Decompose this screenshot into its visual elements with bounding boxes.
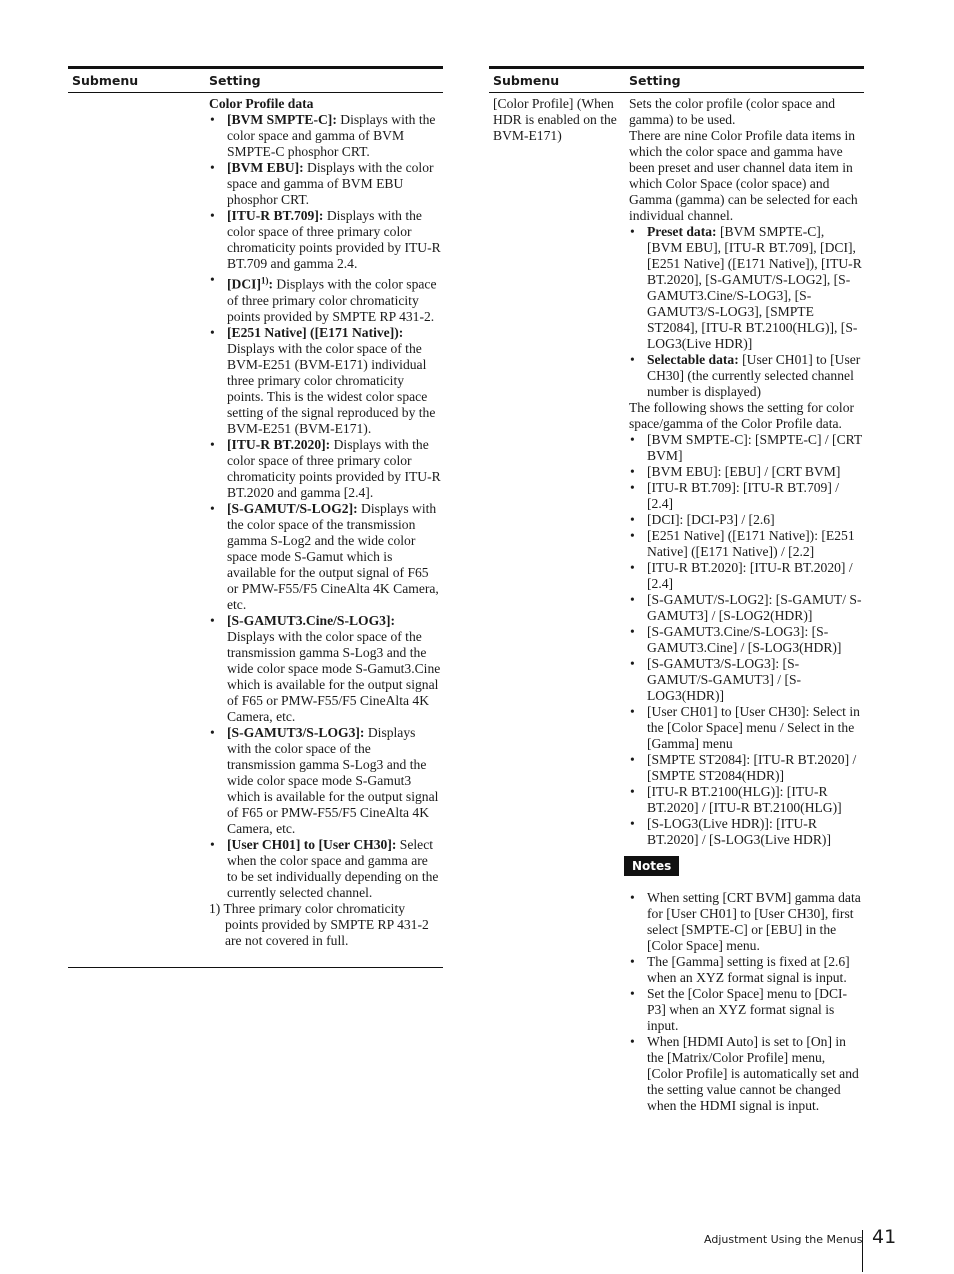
header-setting: Setting: [629, 73, 681, 88]
right-table: [489, 66, 864, 1183]
list-item: • [E251 Native] ([E171 Native]): [E251 Native] ([E171 Native]) / [2.2]: [629, 528, 862, 560]
list-item: • [S-GAMUT3/S-LOG3]: [S-GAMUT/S-GAMUT3] / [S-LOG3(HDR)]: [629, 656, 862, 704]
list-item: • [S-GAMUT3/S-LOG3]: Displays with the color space of the transmission gamma S-Log3 and the wide color space mode S-Gamut3 which is available for the output signal of F65 or PMW-F55/F5 CineAlta 4K Camera, etc.: [209, 725, 441, 837]
intro-text-2: There are nine Color Profile data items in which the color space and gamma have been preset and user channel data item in which Color Space (color space) and Gamma (gamma) can be selected for each individual channel.: [629, 128, 858, 223]
intro-text: Sets the color profile (color space and gamma) to be used.: [629, 96, 836, 127]
notes-badge: Notes: [624, 856, 679, 876]
header-setting: Setting: [209, 73, 261, 88]
following-text: The following shows the setting for color space/gamma of the Color Profile data.: [629, 400, 855, 431]
list-item: • [BVM SMPTE-C]: Displays with the color space and gamma of BVM SMPTE-C phosphor CRT.: [209, 112, 441, 160]
list-item: • [S-GAMUT3.Cine/S-LOG3]: [S-GAMUT3.Cine] / [S-LOG3(HDR)]: [629, 624, 862, 656]
data-types-list: [629, 224, 862, 400]
left-table: [68, 66, 443, 968]
setting-cell: [629, 96, 862, 1114]
list-item: • [ITU-R BT.2020]: [ITU-R BT.2020] / [2.4]: [629, 560, 862, 592]
list-item: • [BVM SMPTE-C]: [SMPTE-C] / [CRT BVM]: [629, 432, 862, 464]
table-row: [68, 93, 443, 968]
list-item: • [User CH01] to [User CH30]: Select in the [Color Space] menu / Select in the [Gamma] menu: [629, 704, 862, 752]
list-item: • [ITU-R BT.2100(HLG)]: [ITU-R BT.2020] / [ITU-R BT.2100(HLG)]: [629, 784, 862, 816]
list-item: • Set the [Color Space] menu to [DCI-P3] when an XYZ format signal is input.: [629, 986, 862, 1034]
row-title: Color Profile data: [209, 96, 314, 111]
list-item: • [BVM EBU]: Displays with the color space and gamma of BVM EBU phosphor CRT.: [209, 160, 441, 208]
list-item: • [S-GAMUT/S-LOG2]: Displays with the color space of the transmission gamma S-Log2 and the wide color space mode S-Gamut which is available for the output signal of F65 or PMW-F55/F5 CineAlta 4K Camera, etc.: [209, 501, 441, 613]
list-item: • [S-GAMUT/S-LOG2]: [S-GAMUT/ S-GAMUT3] / [S-LOG2(HDR)]: [629, 592, 862, 624]
list-item: • [E251 Native] ([E171 Native]): Displays with the color space of the BVM-E251 (BVM-E171) individual three primary color chromaticity points. This is the widest color space setting of the signal reproduced by the BVM-E251 (BVM-E171).: [209, 325, 441, 437]
setting-cell: [209, 96, 441, 949]
footer-divider: [862, 1230, 863, 1272]
list-item: • [User CH01] to [User CH30]: Select when the color space and gamma are to be set individually depending on the currently selected channel.: [209, 837, 441, 901]
list-item: • [DCI]: [DCI-P3] / [2.6]: [629, 512, 862, 528]
list-item: • When [HDMI Auto] is set to [On] in the [Matrix/Color Profile] menu, [Color Profile] is automatically set and the setting value cannot be changed when the HDMI signal is input.: [629, 1034, 862, 1114]
list-item: • [S-LOG3(Live HDR)]: [ITU-R BT.2020] / [S-LOG3(Live HDR)]: [629, 816, 862, 848]
submenu-cell: [Color Profile] (When HDR is enabled on the BVM-E171): [493, 96, 617, 143]
list-item: • The [Gamma] setting is fixed at [2.6] when an XYZ format signal is input.: [629, 954, 862, 986]
header-submenu: Submenu: [72, 73, 139, 88]
list-item: • [DCI]$^{1)}$: Displays with the color space of three primary color chromaticity points provided by SMPTE RP 431-2.: [209, 272, 441, 325]
color-profile-list: [209, 112, 441, 901]
table-header: [489, 66, 864, 93]
list-item: • When setting [CRT BVM] gamma data for [User CH01] to [User CH30], first select [SMPTE-C] or [EBU] in the [Color Space] menu.: [629, 890, 862, 954]
page-number: 41: [872, 1226, 897, 1248]
list-item: • Selectable data: [User CH01] to [User CH30] (the currently selected channel number is displayed): [629, 352, 862, 400]
list-item: • [S-GAMUT3.Cine/S-LOG3]: Displays with the color space of the transmission gamma S-Log3 and the wide color space mode S-Gamut3.Cine which is available for the output signal of F65 or PMW-F55/F5 CineAlta 4K Camera, etc.: [209, 613, 441, 725]
list-item: • [ITU-R BT.709]: [ITU-R BT.709] / [2.4]: [629, 480, 862, 512]
table-row: [489, 93, 864, 1183]
mapping-list: [629, 432, 862, 848]
footer-section-title: Adjustment Using the Menus: [704, 1233, 863, 1246]
header-submenu: Submenu: [493, 73, 560, 88]
notes-list: [629, 890, 862, 1114]
list-item: • [ITU-R BT.709]: Displays with the color space of three primary color chromaticity points provided by ITU-R BT.709 and gamma 2.4.: [209, 208, 441, 272]
list-item: • Preset data: [BVM SMPTE-C], [BVM EBU], [ITU-R BT.709], [DCI], [E251 Native] ([E171 Native]), [ITU-R BT.2020], [S-GAMUT/S-LOG2], [S-GAMUT3.Cine/S-LOG3], [S-GAMUT3/S-LOG3], [SMPTE ST2084], [ITU-R BT.2100(HLG)], [S-LOG3(Live HDR)]: [629, 224, 862, 352]
list-item: • [ITU-R BT.2020]: Displays with the color space of three primary color chromaticity points provided by ITU-R BT.2020 and gamma [2.4].: [209, 437, 441, 501]
list-item: • [BVM EBU]: [EBU] / [CRT BVM]: [629, 464, 862, 480]
footnote: 1) Three primary color chromaticity points provided by SMPTE RP 431-2 are not covered in full.: [209, 900, 429, 948]
table-header: [68, 66, 443, 93]
list-item: • [SMPTE ST2084]: [ITU-R BT.2020] / [SMPTE ST2084(HDR)]: [629, 752, 862, 784]
